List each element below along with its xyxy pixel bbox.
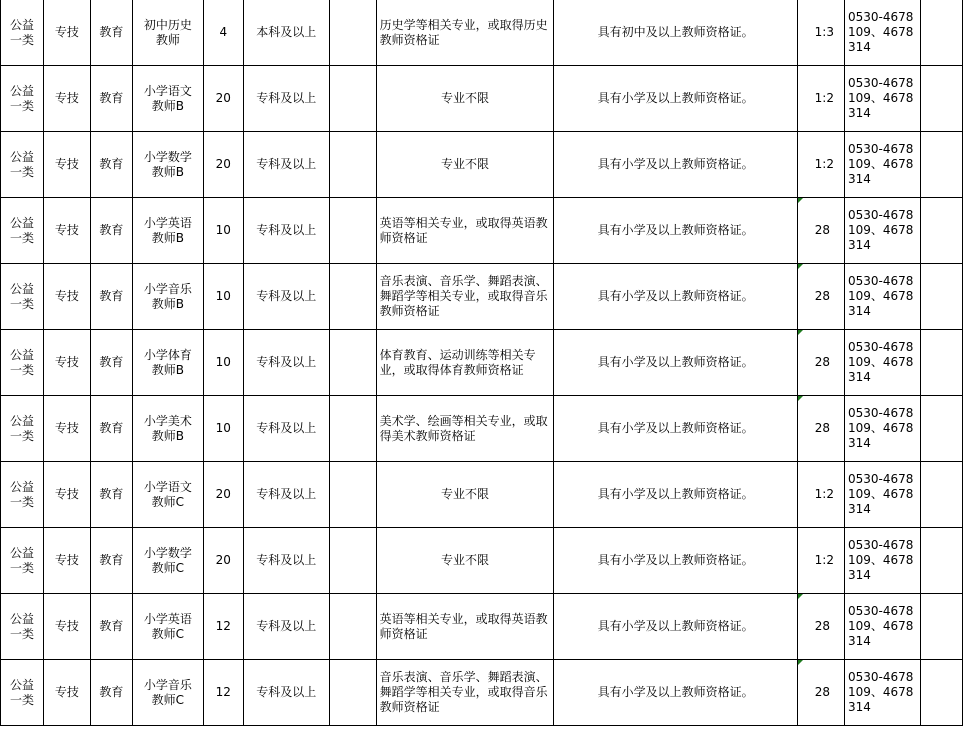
extra-cell bbox=[329, 462, 376, 528]
ratio-cell bbox=[798, 528, 845, 594]
category-cell: 公益一类 bbox=[1, 594, 44, 660]
cell-marker bbox=[798, 660, 803, 665]
cell-marker bbox=[798, 594, 803, 599]
count-cell: 20 bbox=[203, 528, 243, 594]
qualification-cell: 具有初中及以上教师资格证。 bbox=[554, 0, 798, 66]
notes-cell bbox=[920, 660, 962, 726]
table-row bbox=[1, 462, 963, 528]
notes-cell bbox=[920, 528, 962, 594]
table-row bbox=[1, 528, 963, 594]
category-cell: 公益一类 bbox=[1, 528, 44, 594]
phone-cell: 0530-4678109、4678314 bbox=[844, 528, 920, 594]
field-cell: 教育 bbox=[90, 0, 132, 66]
education-cell: 专科及以上 bbox=[243, 396, 329, 462]
cell-marker bbox=[798, 396, 803, 401]
ratio-value: 28 bbox=[814, 223, 830, 237]
ratio-value: 1:2 bbox=[814, 157, 834, 171]
ratio-value: 28 bbox=[814, 619, 830, 633]
education-cell: 专科及以上 bbox=[243, 198, 329, 264]
extra-cell bbox=[329, 66, 376, 132]
ratio-cell bbox=[798, 66, 845, 132]
field-cell: 教育 bbox=[90, 198, 132, 264]
ratio-cell bbox=[798, 0, 845, 66]
extra-cell bbox=[329, 264, 376, 330]
category-cell: 公益一类 bbox=[1, 66, 44, 132]
cell-marker bbox=[798, 264, 803, 269]
education-cell: 专科及以上 bbox=[243, 264, 329, 330]
category-cell: 公益一类 bbox=[1, 462, 44, 528]
type-cell: 专技 bbox=[43, 594, 90, 660]
position-cell: 小学数学教师C bbox=[132, 528, 203, 594]
qualification-cell: 具有小学及以上教师资格证。 bbox=[554, 660, 798, 726]
notes-cell bbox=[920, 594, 962, 660]
table-row bbox=[1, 330, 963, 396]
extra-cell bbox=[329, 0, 376, 66]
type-cell: 专技 bbox=[43, 462, 90, 528]
count-cell: 4 bbox=[203, 0, 243, 66]
phone-cell: 0530-4678109、4678314 bbox=[844, 594, 920, 660]
type-cell: 专技 bbox=[43, 66, 90, 132]
ratio-value: 1:3 bbox=[814, 25, 834, 39]
type-cell: 专技 bbox=[43, 396, 90, 462]
field-cell: 教育 bbox=[90, 132, 132, 198]
qualification-cell: 具有小学及以上教师资格证。 bbox=[554, 330, 798, 396]
field-cell: 教育 bbox=[90, 264, 132, 330]
position-cell: 初中历史教师 bbox=[132, 0, 203, 66]
major-cell: 音乐表演、音乐学、舞蹈表演、舞蹈学等相关专业，或取得音乐教师资格证 bbox=[376, 264, 554, 330]
position-cell: 小学数学教师B bbox=[132, 132, 203, 198]
type-cell: 专技 bbox=[43, 330, 90, 396]
cell-marker bbox=[798, 198, 803, 203]
field-cell: 教育 bbox=[90, 528, 132, 594]
notes-cell bbox=[920, 132, 962, 198]
major-cell: 美术学、绘画等相关专业，或取得美术教师资格证 bbox=[376, 396, 554, 462]
education-cell: 专科及以上 bbox=[243, 132, 329, 198]
qualification-cell: 具有小学及以上教师资格证。 bbox=[554, 528, 798, 594]
phone-cell: 0530-4678109、4678314 bbox=[844, 396, 920, 462]
ratio-cell bbox=[798, 264, 845, 330]
category-cell: 公益一类 bbox=[1, 264, 44, 330]
extra-cell bbox=[329, 594, 376, 660]
field-cell: 教育 bbox=[90, 330, 132, 396]
ratio-cell bbox=[798, 132, 845, 198]
position-cell: 小学音乐教师B bbox=[132, 264, 203, 330]
category-cell: 公益一类 bbox=[1, 198, 44, 264]
field-cell: 教育 bbox=[90, 594, 132, 660]
table-row bbox=[1, 396, 963, 462]
field-cell: 教育 bbox=[90, 462, 132, 528]
ratio-cell bbox=[798, 462, 845, 528]
table-row bbox=[1, 198, 963, 264]
education-cell: 专科及以上 bbox=[243, 528, 329, 594]
notes-cell bbox=[920, 264, 962, 330]
phone-cell: 0530-4678109、4678314 bbox=[844, 330, 920, 396]
count-cell: 10 bbox=[203, 264, 243, 330]
type-cell: 专技 bbox=[43, 132, 90, 198]
ratio-cell bbox=[798, 198, 845, 264]
count-cell: 20 bbox=[203, 462, 243, 528]
extra-cell bbox=[329, 660, 376, 726]
phone-cell: 0530-4678109、4678314 bbox=[844, 132, 920, 198]
count-cell: 20 bbox=[203, 132, 243, 198]
type-cell: 专技 bbox=[43, 528, 90, 594]
position-cell: 小学语文教师B bbox=[132, 66, 203, 132]
notes-cell bbox=[920, 0, 962, 66]
qualification-cell: 具有小学及以上教师资格证。 bbox=[554, 66, 798, 132]
table-body bbox=[1, 0, 963, 726]
major-cell: 专业不限 bbox=[376, 528, 554, 594]
notes-cell bbox=[920, 330, 962, 396]
major-cell: 专业不限 bbox=[376, 132, 554, 198]
cell-marker bbox=[798, 330, 803, 335]
ratio-value: 1:2 bbox=[814, 487, 834, 501]
position-cell: 小学语文教师C bbox=[132, 462, 203, 528]
major-cell: 英语等相关专业，或取得英语教师资格证 bbox=[376, 198, 554, 264]
qualification-cell: 具有小学及以上教师资格证。 bbox=[554, 594, 798, 660]
type-cell: 专技 bbox=[43, 0, 90, 66]
category-cell: 公益一类 bbox=[1, 330, 44, 396]
qualification-cell: 具有小学及以上教师资格证。 bbox=[554, 396, 798, 462]
category-cell: 公益一类 bbox=[1, 0, 44, 66]
count-cell: 20 bbox=[203, 66, 243, 132]
type-cell: 专技 bbox=[43, 264, 90, 330]
phone-cell: 0530-4678109、4678314 bbox=[844, 264, 920, 330]
major-cell: 历史学等相关专业，或取得历史教师资格证 bbox=[376, 0, 554, 66]
ratio-value: 1:2 bbox=[814, 553, 834, 567]
position-cell: 小学美术教师B bbox=[132, 396, 203, 462]
table-row bbox=[1, 660, 963, 726]
extra-cell bbox=[329, 396, 376, 462]
phone-cell: 0530-4678109、4678314 bbox=[844, 66, 920, 132]
qualification-cell: 具有小学及以上教师资格证。 bbox=[554, 462, 798, 528]
ratio-value: 28 bbox=[814, 289, 830, 303]
education-cell: 本科及以上 bbox=[243, 0, 329, 66]
education-cell: 专科及以上 bbox=[243, 330, 329, 396]
extra-cell bbox=[329, 198, 376, 264]
phone-cell: 0530-4678109、4678314 bbox=[844, 660, 920, 726]
ratio-value: 28 bbox=[814, 685, 830, 699]
ratio-cell bbox=[798, 594, 845, 660]
category-cell: 公益一类 bbox=[1, 132, 44, 198]
notes-cell bbox=[920, 66, 962, 132]
major-cell: 英语等相关专业，或取得英语教师资格证 bbox=[376, 594, 554, 660]
ratio-value: 28 bbox=[814, 421, 830, 435]
phone-cell: 0530-4678109、4678314 bbox=[844, 198, 920, 264]
phone-cell: 0530-4678109、4678314 bbox=[844, 462, 920, 528]
notes-cell bbox=[920, 396, 962, 462]
notes-cell bbox=[920, 462, 962, 528]
education-cell: 专科及以上 bbox=[243, 66, 329, 132]
ratio-value: 28 bbox=[814, 355, 830, 369]
major-cell: 专业不限 bbox=[376, 66, 554, 132]
education-cell: 专科及以上 bbox=[243, 660, 329, 726]
table-row bbox=[1, 0, 963, 66]
count-cell: 12 bbox=[203, 594, 243, 660]
position-cell: 小学体育教师B bbox=[132, 330, 203, 396]
count-cell: 12 bbox=[203, 660, 243, 726]
position-cell: 小学英语教师C bbox=[132, 594, 203, 660]
extra-cell bbox=[329, 528, 376, 594]
table-row bbox=[1, 66, 963, 132]
type-cell: 专技 bbox=[43, 660, 90, 726]
count-cell: 10 bbox=[203, 330, 243, 396]
type-cell: 专技 bbox=[43, 198, 90, 264]
ratio-value: 1:2 bbox=[814, 91, 834, 105]
ratio-cell bbox=[798, 330, 845, 396]
table-row bbox=[1, 594, 963, 660]
major-cell: 专业不限 bbox=[376, 462, 554, 528]
ratio-cell bbox=[798, 396, 845, 462]
position-cell: 小学音乐教师C bbox=[132, 660, 203, 726]
category-cell: 公益一类 bbox=[1, 660, 44, 726]
field-cell: 教育 bbox=[90, 396, 132, 462]
qualification-cell: 具有小学及以上教师资格证。 bbox=[554, 264, 798, 330]
education-cell: 专科及以上 bbox=[243, 462, 329, 528]
major-cell: 音乐表演、音乐学、舞蹈表演、舞蹈学等相关专业，或取得音乐教师资格证 bbox=[376, 660, 554, 726]
count-cell: 10 bbox=[203, 396, 243, 462]
extra-cell bbox=[329, 330, 376, 396]
major-cell: 体育教育、运动训练等相关专业，或取得体育教师资格证 bbox=[376, 330, 554, 396]
table-row bbox=[1, 132, 963, 198]
extra-cell bbox=[329, 132, 376, 198]
count-cell: 10 bbox=[203, 198, 243, 264]
table-row bbox=[1, 264, 963, 330]
ratio-cell bbox=[798, 660, 845, 726]
field-cell: 教育 bbox=[90, 66, 132, 132]
phone-cell: 0530-4678109、4678314 bbox=[844, 0, 920, 66]
qualification-cell: 具有小学及以上教师资格证。 bbox=[554, 198, 798, 264]
qualification-cell: 具有小学及以上教师资格证。 bbox=[554, 132, 798, 198]
notes-cell bbox=[920, 198, 962, 264]
position-cell: 小学英语教师B bbox=[132, 198, 203, 264]
education-cell: 专科及以上 bbox=[243, 594, 329, 660]
category-cell: 公益一类 bbox=[1, 396, 44, 462]
field-cell: 教育 bbox=[90, 660, 132, 726]
